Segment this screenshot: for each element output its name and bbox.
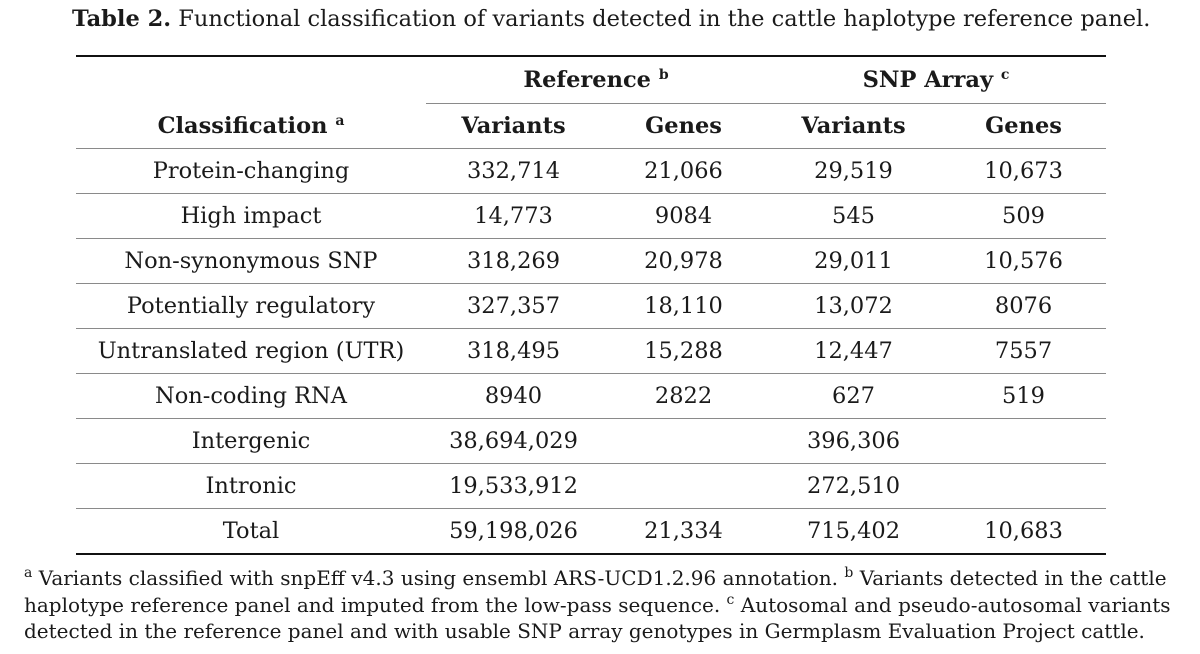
cell-reference-variants: 318,269	[426, 239, 601, 284]
footnote-c-mark: c	[726, 591, 735, 608]
cell-reference-genes	[601, 419, 766, 464]
cell-reference-genes: 20,978	[601, 239, 766, 284]
classification-table	[76, 55, 1106, 555]
column-header-classification	[76, 104, 426, 149]
cell-snp-variants: 13,072	[766, 284, 941, 329]
table-row	[76, 194, 1106, 239]
footnote-b-text-end: haplotype reference panel and imputed from the low-pass sequence.	[24, 592, 721, 617]
cell-snp-variants: 29,519	[766, 149, 941, 194]
table-caption	[72, 5, 1182, 33]
row-label: Non-synonymous SNP	[76, 239, 426, 284]
group-header-reference	[426, 56, 766, 104]
table-column-header-row	[76, 104, 1106, 149]
cell-snp-variants: 12,447	[766, 329, 941, 374]
table-row	[76, 464, 1106, 509]
cell-reference-variants: 8940	[426, 374, 601, 419]
footnote-c-text-end: detected in the reference panel and with usable SNP array genotypes in Germplasm Evaluation Project cattle.	[24, 619, 1145, 643]
table-row	[76, 149, 1106, 194]
cell-reference-variants: 19,533,912	[426, 464, 601, 509]
footnote-b-mark: b	[844, 565, 854, 581]
cell-reference-variants: 327,357	[426, 284, 601, 329]
footnote-line-1	[24, 565, 1189, 592]
row-label: Intronic	[76, 464, 426, 509]
cell-snp-genes	[941, 419, 1106, 464]
column-header-reference-variants: Variants	[426, 104, 601, 149]
row-label: Intergenic	[76, 419, 426, 464]
cell-snp-genes: 8076	[941, 284, 1106, 329]
table-caption-text: Functional classification of variants detected in the cattle haplotype reference panel.	[178, 6, 1151, 32]
column-header-reference-genes: Genes	[601, 104, 766, 149]
group-snp-array-mark: c	[1000, 67, 1010, 83]
table-row	[76, 419, 1106, 464]
cell-snp-genes: 7557	[941, 329, 1106, 374]
column-header-snp-genes: Genes	[941, 104, 1106, 149]
cell-snp-genes: 519	[941, 374, 1106, 419]
row-label: Protein-changing	[76, 149, 426, 194]
cell-reference-variants: 38,694,029	[426, 419, 601, 464]
footnote-line-2	[24, 592, 1189, 619]
table-row	[76, 509, 1106, 555]
table-row	[76, 374, 1106, 419]
table-row	[76, 329, 1106, 374]
group-header-snp-array	[766, 56, 1106, 104]
table-label: Table 2.	[72, 6, 172, 32]
cell-snp-variants: 545	[766, 194, 941, 239]
cell-snp-variants: 715,402	[806, 518, 901, 544]
footnote-line-3	[24, 618, 1189, 645]
cell-snp-genes: 10,576	[941, 239, 1106, 284]
cell-reference-variants: 59,198,026	[449, 518, 578, 544]
cell-reference-genes: 21,066	[601, 149, 766, 194]
cell-snp-variants: 627	[766, 374, 941, 419]
cell-reference-genes	[601, 464, 766, 509]
row-label: High impact	[76, 194, 426, 239]
footnote-b-text-start: Variants detected in the cattle	[859, 566, 1167, 590]
cell-snp-genes: 10,673	[941, 149, 1106, 194]
row-label: Non-coding RNA	[76, 374, 426, 419]
group-reference-mark: b	[658, 67, 669, 83]
cell-reference-variants: 318,495	[426, 329, 601, 374]
cell-reference-genes: 2822	[601, 374, 766, 419]
footnote-a-mark: a	[24, 565, 33, 581]
cell-reference-variants: 332,714	[426, 149, 601, 194]
row-label: Potentially regulatory	[76, 284, 426, 329]
footnote-a-text: Variants classified with snpEff v4.3 using ensembl ARS-UCD1.2.96 annotation.	[38, 566, 838, 590]
group-reference-label: Reference	[523, 67, 651, 93]
table-row	[76, 239, 1106, 284]
cell-reference-variants: 14,773	[426, 194, 601, 239]
group-snp-array-label: SNP Array	[862, 67, 994, 93]
cell-snp-variants: 29,011	[766, 239, 941, 284]
cell-reference-genes: 21,334	[644, 518, 723, 544]
classification-label: Classification	[157, 112, 328, 139]
cell-reference-genes: 18,110	[601, 284, 766, 329]
cell-snp-variants: 272,510	[766, 464, 941, 509]
cell-reference-genes: 9084	[601, 194, 766, 239]
row-label: Total	[222, 518, 280, 544]
cell-snp-genes: 10,683	[984, 518, 1063, 544]
row-label: Untranslated region (UTR)	[76, 329, 426, 374]
group-header-blank	[76, 56, 426, 104]
column-header-snp-variants: Variants	[766, 104, 941, 149]
table-footnotes	[24, 565, 1189, 645]
cell-snp-genes	[941, 464, 1106, 509]
footnote-c-text-start: Autosomal and pseudo-autosomal variants	[740, 592, 1171, 617]
table-group-header-row	[76, 56, 1106, 104]
cell-reference-genes: 15,288	[601, 329, 766, 374]
classification-mark: a	[335, 112, 345, 129]
cell-snp-genes: 509	[941, 194, 1106, 239]
cell-snp-variants: 396,306	[766, 419, 941, 464]
table-row	[76, 284, 1106, 329]
